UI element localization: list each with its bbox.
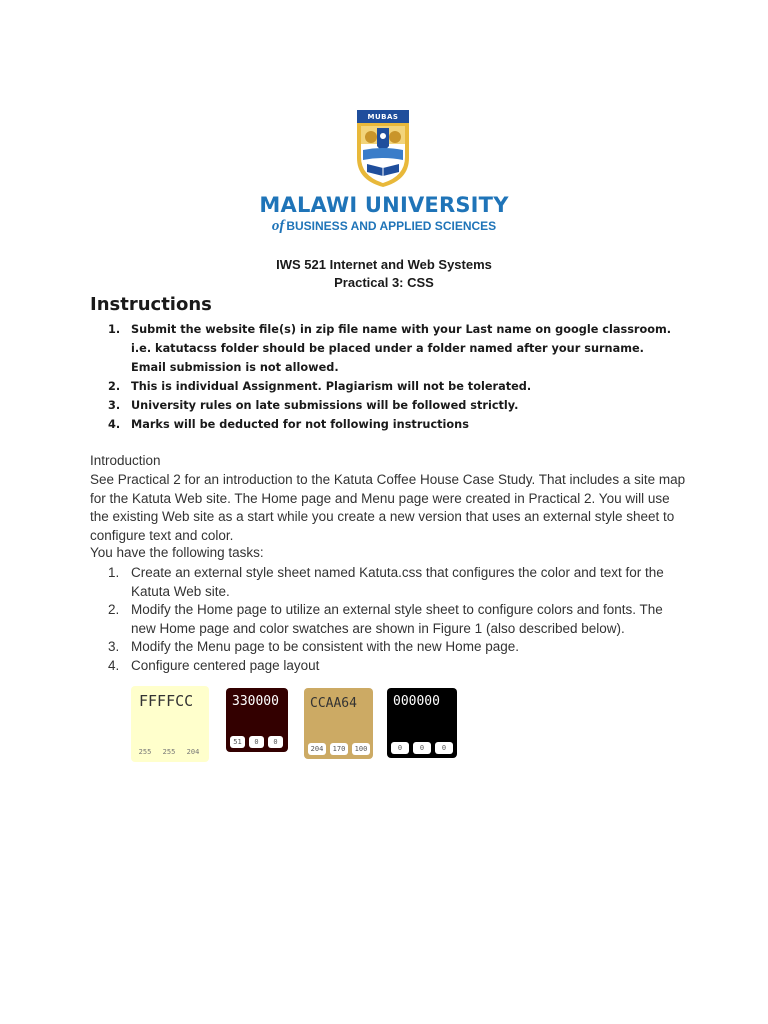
swatch-hex: 330000 <box>232 694 279 709</box>
swatch-r: 51 <box>230 736 245 748</box>
swatch-g: 0 <box>413 742 431 754</box>
instructions-heading: Instructions <box>90 294 212 315</box>
university-name: MALAWI UNIVERSITY <box>259 193 509 217</box>
swatch-hex: 000000 <box>393 694 440 709</box>
swatch-g: 170 <box>330 743 348 755</box>
swatch-rgb <box>230 736 283 748</box>
instruction-number: 2. <box>108 380 121 393</box>
swatch-r: 0 <box>391 742 409 754</box>
task-text: Modify the Menu page to be consistent with the new Home page. <box>131 639 519 654</box>
task-number: 3. <box>108 639 120 654</box>
swatch-g: 255 <box>159 746 179 758</box>
instruction-number: 4. <box>108 418 121 431</box>
instruction-item <box>90 415 680 434</box>
task-number: 1. <box>108 565 120 580</box>
swatch-hex: FFFFCC <box>139 692 194 710</box>
swatch-r: 255 <box>135 746 155 758</box>
instruction-item <box>90 320 680 377</box>
task-text: Create an external style sheet named Katuta.css that configures the color and text for the Katuta Web site. <box>131 565 664 599</box>
tasks-list <box>90 564 690 675</box>
task-number: 4. <box>108 657 120 673</box>
swatch-rgb <box>308 743 370 755</box>
color-swatch-ccaa64 <box>304 688 373 759</box>
crest-label: MUBAS <box>367 113 399 121</box>
swatch-r: 204 <box>308 743 326 755</box>
color-swatch-000000 <box>387 688 457 758</box>
university-subtitle-text: BUSINESS AND APPLIED SCIENCES <box>286 219 497 233</box>
swatch-b: 100 <box>352 743 370 755</box>
task-item <box>90 601 690 638</box>
color-swatch-330000 <box>226 688 288 752</box>
practical-title: Practical 3: CSS <box>334 275 434 290</box>
introduction-heading: Introduction <box>90 453 161 468</box>
swatch-b: 0 <box>268 736 283 748</box>
swatch-b: 0 <box>435 742 453 754</box>
instruction-item <box>90 396 680 415</box>
university-crest-logo <box>355 110 411 188</box>
university-subtitle <box>0 218 768 235</box>
introduction-body: See Practical 2 for an introduction to the Katuta Coffee House Case Study. That includes a site map for the Katuta Web site. The Home page and Menu page were created in Practical 2. You will use the existing Web site as a start while you create a new version that uses an external style sheet to configure text and color. <box>90 472 686 543</box>
instructions-list <box>90 320 680 434</box>
university-subtitle-of: of <box>271 218 285 234</box>
task-item <box>90 638 690 657</box>
instruction-text: Marks will be deducted for not following instructions <box>131 418 469 431</box>
task-text: Modify the Home page to utilize an external style sheet to configure colors and fonts. The new Home page and color swatches are shown in Figure 1 (also described below). <box>131 602 663 636</box>
task-text: Configure centered page layout <box>131 657 320 673</box>
swatch-hex: CCAA64 <box>310 696 357 711</box>
course-title: IWS 521 Internet and Web Systems <box>276 257 492 272</box>
color-swatch-ffffcc <box>131 686 209 762</box>
instruction-number: 1. <box>108 323 121 336</box>
tasks-lead: You have the following tasks: <box>90 545 264 560</box>
swatch-rgb <box>135 746 203 758</box>
instruction-text: University rules on late submissions will be followed strictly. <box>131 399 519 412</box>
instruction-item <box>90 377 680 396</box>
task-item <box>90 657 690 676</box>
task-item <box>90 564 690 601</box>
crest-shield-icon <box>355 110 411 188</box>
instruction-text: This is individual Assignment. Plagiarism will not be tolerated. <box>131 380 532 393</box>
swatch-b: 204 <box>183 746 203 758</box>
instruction-number: 3. <box>108 399 121 412</box>
swatch-rgb <box>391 742 453 754</box>
swatch-g: 0 <box>249 736 264 748</box>
instruction-text: Submit the website file(s) in zip file name with your Last name on google classroom. i.e. katutacss folder should be placed under a folder named after your surname. Email submission is not allowed. <box>131 323 672 374</box>
task-number: 2. <box>108 602 120 617</box>
